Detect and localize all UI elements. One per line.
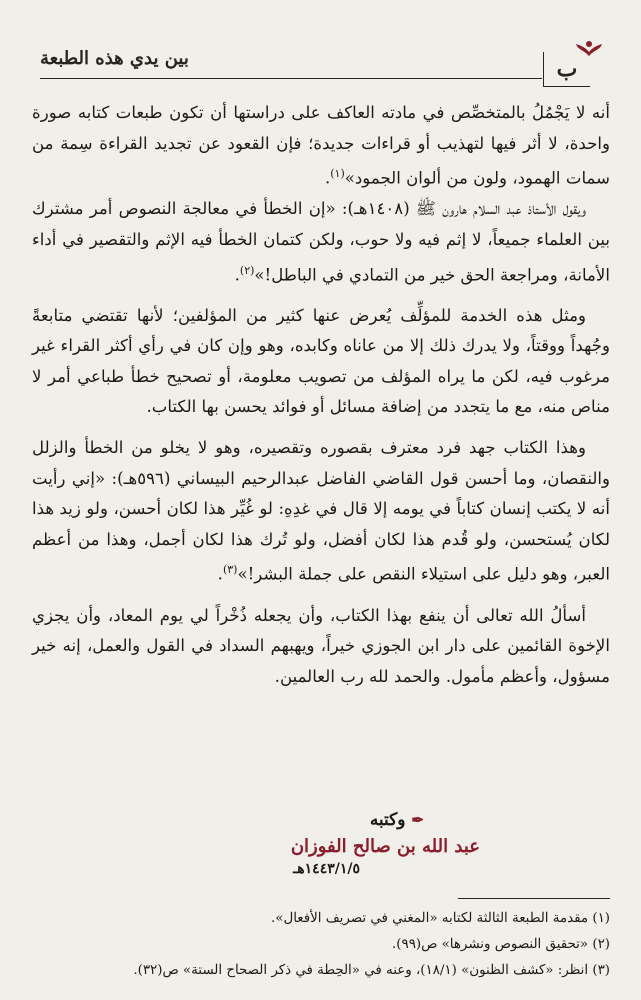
- footnotes: [32, 906, 610, 984]
- footnote-2: (٢) «تحقيق النصوص ونشرها» ص(٩٩).: [392, 937, 610, 952]
- footnote-1: (١) مقدمة الطبعة الثالثة لكتابه «المغني في تصريف الأفعال».: [271, 911, 610, 926]
- author-name: عبد الله بن صالح الفوزان: [290, 836, 480, 857]
- running-title: بين يدي هذه الطبعة: [40, 48, 189, 69]
- body-text: [32, 98, 610, 692]
- paragraph-3: ومثل هذه الخدمة للمؤلِّف يُعرض عنها كثير من المؤلفين؛ لأنها تقتضي متابعةً وجُهداً ووقتاً، ولا يدرك ذلك إلا من عاناه وكابده، وهو وإن كان في رأي أكثر القراء غير مرغوب فيه، لكن ما يراه المؤلف من تصويب معلومة، أو تصحيح خطأ طباعي أمر لا مناص منه، مع ما يتجدد من إضافة مسائل أو فوائد يحسن بها الكتاب.: [32, 305, 610, 417]
- page-letter: ب: [543, 52, 590, 87]
- footnote-mark-1: (١): [330, 167, 345, 181]
- footnote-mark-3: (٣): [222, 563, 238, 577]
- footnote-mark-2: (٢): [239, 263, 255, 277]
- header-rule: [40, 78, 542, 79]
- paragraph-5: أسألُ الله تعالى أن ينفع بهذا الكتاب، وأن يجعله ذُخْراً لي يوم المعاد، وأن يجزي الإخوة القائمين على دار ابن الجوزي خيراً، ويهبهم السداد في القول والعمل، إنه خير مسؤول، وأعظم مأمول. والحمد لله رب العالمين.: [32, 605, 610, 686]
- paragraph-4: وهذا الكتاب جهد فرد معترف بقصوره وتقصيره، وهو لا يخلو من الخطأ والزلل والنقصان، وما أحسن قول القاضي الفاضل عبدالرحيم البيساني (٥٩٦هـ): «إني رأيت أنه لا يكتب إنسان كتاباً في يومه إلا قال في غدِهِ: لو غُيِّر هذا لكان أحسن، ولو زيد هذا لكان يُستحسن، ولو قُدم هذا لكان أفضل، ولو تُرك هذا لكان أجمل، وهذا من أعظم العبر، وهو دليل على استيلاء النقص على جملة البشر!»$^{(٣)}$.: [32, 438, 611, 584]
- signature-block: [240, 810, 480, 877]
- footnote-3: (٣) انظر: «كشف الظنون» (١٨/١)، وعنه في «الحِطة في ذكر الصحاح الستة» ص(٣٢).: [133, 963, 610, 978]
- footnote-rule: [458, 898, 610, 899]
- floral-ornament-icon: [574, 36, 604, 60]
- paragraph-1: أنه لا يَجْمُلُ بالمتخصِّص في مادته العاكف على دراستها أن تكون طبعات كتابه صورة واحدة، لا أثر فيها لتهذيب أو قراءات جديدة؛ فإن القعود عن تجديد القراءة سِمة من سمات الهمود، ولون من ألوان الجمود»$^{(١)}$.: [32, 103, 610, 188]
- signature-wrote: ✒ وكتبه: [369, 810, 424, 830]
- paragraph-2: ويقول الأستاذ عبد السلام هارون ﷺ (١٤٠٨هـ): «إن الخطأ في معالجة النصوص أمر مشترك بين العلماء جميعاً، لا إثم فيه ولا حوب، ولكن كتمان الخطأ فيه الإثم والتقصير في أداء الأمانة، ومراجعة الحق خير من التمادي في الباطل!»$^{(٢)}$.: [32, 199, 610, 285]
- page-header: [40, 30, 602, 82]
- pen-icon: ✒: [411, 811, 424, 829]
- signature-date: ١٤٤٣/١/٥هـ: [293, 861, 360, 877]
